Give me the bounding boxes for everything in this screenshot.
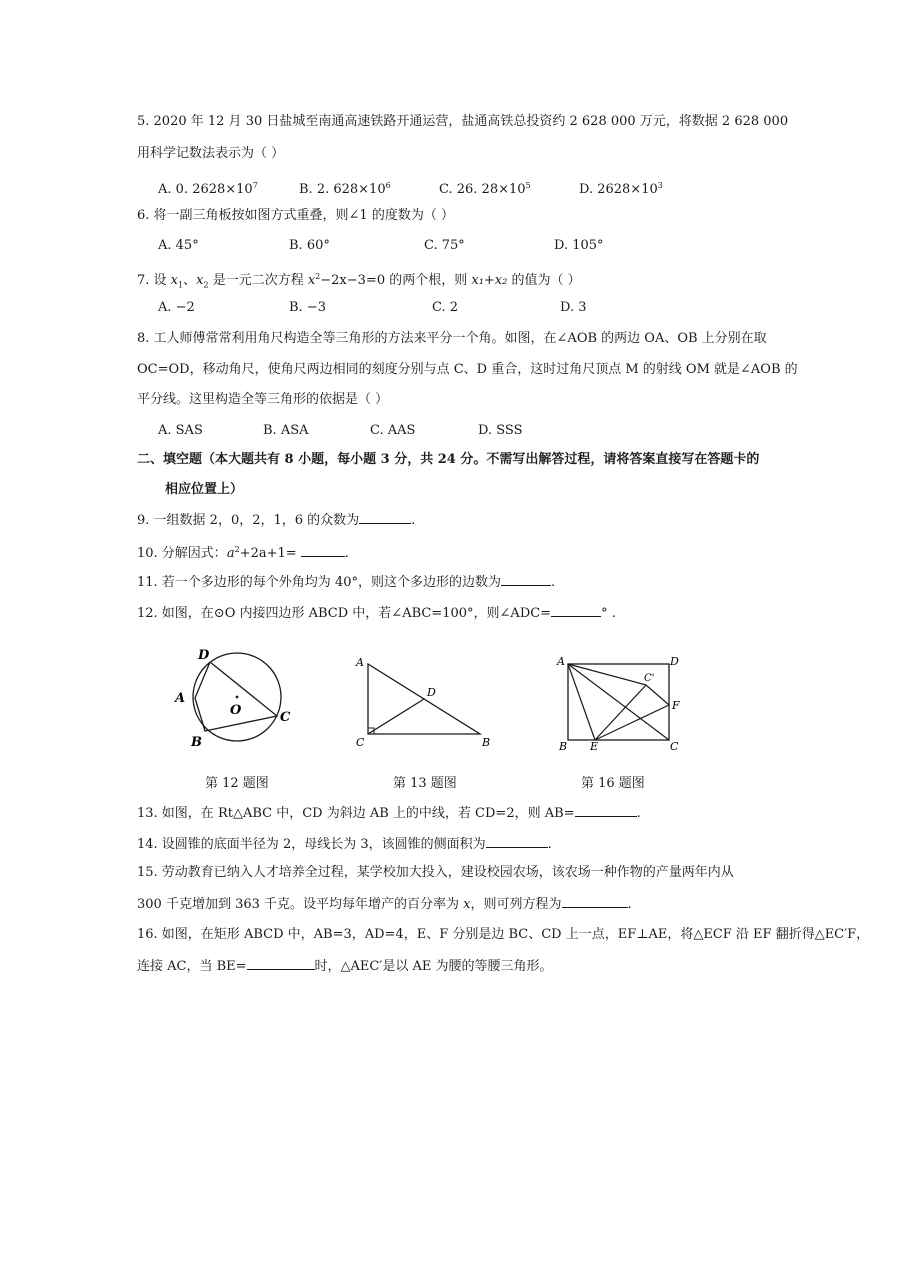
fig16-segment-ef bbox=[595, 705, 669, 740]
q6-options bbox=[158, 237, 798, 255]
q11-answer-blank[interactable] bbox=[501, 572, 551, 586]
q5-option-b: B. 2. $628\times 10^6$ bbox=[299, 181, 391, 197]
q9: 9. 一组数据 2，0，2，1，6 的众数为 . bbox=[137, 510, 415, 530]
q10-answer-blank[interactable] bbox=[301, 543, 345, 557]
q13: 13. 如图，在 Rt△ABC 中，CD 为斜边 AB 上的中线，若 CD=2，则 AB= . bbox=[137, 803, 641, 823]
figure-13 bbox=[352, 652, 497, 752]
figure-16 bbox=[552, 650, 692, 755]
fig16-segment-c-prime-f bbox=[646, 685, 669, 705]
q8-option-a: A. SAS bbox=[158, 423, 203, 438]
q15-line1: 15. 劳动教育已纳入人才培养全过程，某学校加大投入，建设校园农场，该农场一种作物的产量两年内从 bbox=[137, 865, 734, 880]
figure-12 bbox=[170, 645, 300, 750]
fig16-label-c-prime: C' bbox=[644, 673, 655, 684]
q16-answer-blank[interactable] bbox=[247, 956, 315, 970]
section2-heading-line2: 相应位置上） bbox=[165, 482, 244, 497]
q12-answer-blank[interactable] bbox=[551, 603, 601, 617]
fig16-segment-ec-prime bbox=[595, 685, 646, 740]
q7-option-c: C. 2 bbox=[432, 300, 459, 315]
fig13-caption: 第 13 题图 bbox=[393, 776, 457, 791]
q6-option-b: B. 60° bbox=[289, 238, 330, 253]
fig13-label-b: B bbox=[482, 736, 491, 749]
fig12-center-dot bbox=[236, 696, 239, 699]
fig13-label-d: D bbox=[427, 686, 436, 699]
q8-options bbox=[158, 422, 798, 440]
q7-stem: 7. 设 $x_1$、$x_2$ 是一元二次方程 $x^2-2x-3=0$ 的两个根，则 x₁+x₂ 的值为（ ） bbox=[137, 272, 581, 290]
fig16-label-b: B bbox=[559, 740, 568, 753]
fig16-label-a: A bbox=[557, 655, 565, 668]
fig16-label-c: C bbox=[670, 740, 679, 753]
q5-options bbox=[158, 177, 798, 195]
fig16-segment-ac-prime bbox=[568, 664, 646, 685]
q11: 11. 若一个多边形的每个外角均为 40°，则这个多边形的边数为 . bbox=[137, 572, 555, 592]
q7-option-d: D. 3 bbox=[560, 300, 587, 315]
q6-option-a: A. 45° bbox=[158, 238, 199, 253]
q8-option-c: C. AAS bbox=[370, 423, 416, 438]
q5-stem-line1: 5. 2020 年 12 月 30 日盐城至南通高速铁路开通运营，盐通高铁总投资约 2 628 000 万元，将数据 2 628 000 bbox=[137, 114, 789, 129]
q8-stem-line3: 平分线。这里构造全等三角形的依据是（ ） bbox=[137, 392, 389, 407]
fig13-median-cd bbox=[368, 699, 424, 734]
q6-option-d: D. 105° bbox=[554, 238, 604, 253]
q10: 10. 分解因式：$a^2+2a+1=$ . bbox=[137, 545, 349, 561]
q9-answer-blank[interactable] bbox=[359, 510, 411, 524]
q16-line1: 16. 如图，在矩形 ABCD 中，AB=3，AD=4，E、F 分别是边 BC、CD 上一点，EF⊥AE，将△ECF 沿 EF 翻折得△EC′F， bbox=[137, 927, 870, 942]
fig16-label-e: E bbox=[590, 740, 599, 753]
q14: 14. 设圆锥的底面半径为 2，母线长为 3，该圆锥的侧面积为 . bbox=[137, 834, 552, 854]
q6-option-c: C. 75° bbox=[424, 238, 465, 253]
fig12-label-b: B bbox=[191, 735, 202, 750]
fig12-label-d: D bbox=[198, 648, 210, 663]
q5-option-c: C. 26. $28\times 10^5$ bbox=[439, 181, 531, 197]
q8-stem-line2: OC=OD，移动角尺，使角尺两边相同的刻度分别与点 C、D 重合，这时过角尺顶点 M 的射线 OM 就是∠AOB 的 bbox=[137, 362, 798, 377]
fig12-label-o: O bbox=[230, 703, 242, 718]
fig16-caption: 第 16 题图 bbox=[581, 776, 645, 791]
fig12-caption: 第 12 题图 bbox=[205, 776, 269, 791]
section2-heading-line1: 二、填空题（本大题共有 8 小题，每小题 3 分，共 24 分。不需写出解答过程，请将答案直接写在答题卡的 bbox=[137, 452, 760, 467]
q16-line2: 连接 AC，当 BE= 时，△AEC′是以 AE 为腰的等腰三角形。 bbox=[137, 956, 552, 976]
q5-option-d: D. $2628\times 10^3$ bbox=[579, 181, 663, 197]
q5-option-a: A. 0. $2628\times 10^7$ bbox=[158, 181, 258, 197]
fig16-label-d: D bbox=[670, 655, 679, 668]
q8-option-b: B. ASA bbox=[263, 423, 309, 438]
q5-stem-line2: 用科学记数法表示为（ ） bbox=[137, 146, 285, 161]
q7-options bbox=[158, 299, 798, 317]
fig16-segment-ae bbox=[568, 664, 595, 740]
q15-answer-blank[interactable] bbox=[562, 894, 628, 908]
q8-option-d: D. SSS bbox=[478, 423, 523, 438]
fig16-label-f: F bbox=[672, 699, 680, 712]
q8-stem-line1: 8. 工人师傅常常利用角尺构造全等三角形的方法来平分一个角。如图，在∠AOB 的两边 OA、OB 上分别在取 bbox=[137, 331, 767, 346]
q6-stem: 6. 将一副三角板按如图方式重叠，则∠1 的度数为（ ） bbox=[137, 208, 454, 223]
q13-answer-blank[interactable] bbox=[575, 803, 637, 817]
fig12-label-c: C bbox=[280, 710, 291, 725]
q14-answer-blank[interactable] bbox=[486, 834, 548, 848]
fig13-label-c: C bbox=[356, 736, 365, 749]
q7-option-b: B. −3 bbox=[289, 300, 326, 315]
fig13-label-a: A bbox=[356, 656, 364, 669]
q15-line2: 300 千克增加到 363 千克。设平均每年增产的百分率为 x，则可列方程为 . bbox=[137, 894, 632, 914]
q12: 12. 如图，在⊙O 内接四边形 ABCD 中，若∠ABC=100°，则∠ADC= ° . bbox=[137, 603, 616, 623]
q7-option-a: A. −2 bbox=[158, 300, 195, 315]
fig12-label-a: A bbox=[175, 691, 186, 706]
